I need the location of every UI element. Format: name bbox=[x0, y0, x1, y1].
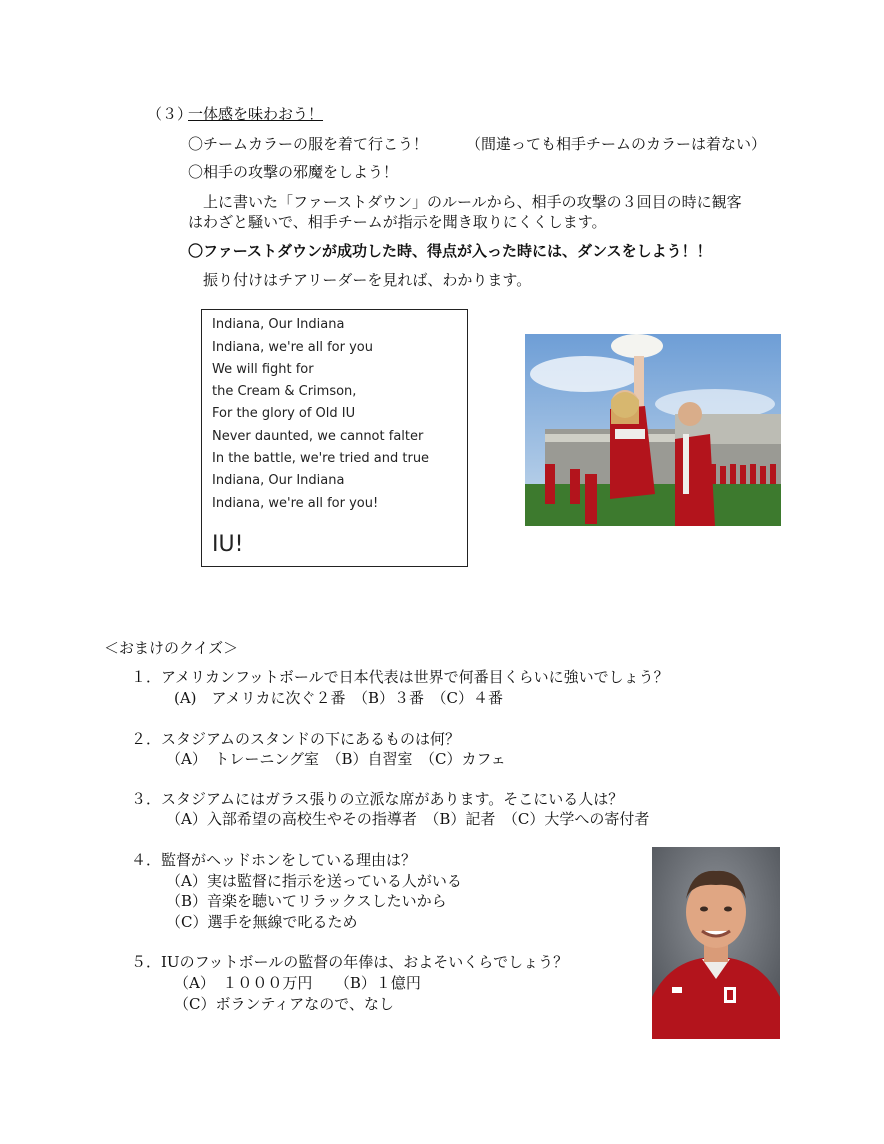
quiz-question-1: １．アメリカンフットボールで日本代表は世界で何番目くらいに強いでしょう？ bbox=[131, 668, 669, 686]
quiz-answer-4c: （C）選手を無線で叱るため bbox=[166, 913, 358, 931]
bullet-dance: 〇ファーストダウンが成功した時、得点が入った時には、ダンスをしよう！！ bbox=[188, 242, 712, 260]
quiz-answer-4b: （B）音楽を聴いてリラックスしたいから bbox=[166, 892, 447, 910]
bullet-team-colors-note: （間違っても相手チームのカラーは着ない） bbox=[466, 135, 767, 153]
quiz-question-5: ５．IUのフットボールの監督の年俸は、およそいくらでしょう？ bbox=[131, 953, 569, 971]
lyric-line: Indiana, we're all for you bbox=[212, 340, 373, 355]
lyric-line: We will fight for bbox=[212, 362, 314, 377]
section-number: （３） bbox=[147, 105, 193, 123]
lyric-line: In the battle, we're tried and true bbox=[212, 451, 430, 466]
paragraph-line-2: はわざと騒いで、相手チームが指示を聞き取りにくくします。 bbox=[188, 213, 607, 231]
cheerleader-photo bbox=[525, 334, 781, 526]
lyric-line: Indiana, Our Indiana bbox=[212, 473, 345, 488]
quiz-answer-5c: （C）ボランティアなので、なし bbox=[174, 995, 394, 1013]
quiz-answers-2: （A） トレーニング室 （B）自習室 （C）カフェ bbox=[166, 750, 506, 768]
quiz-answer-4a: （A）実は監督に指示を送っている人がいる bbox=[166, 872, 462, 890]
paragraph-line-1: 上に書いた「ファーストダウン」のルールから、相手の攻撃の３回目の時に観客 bbox=[203, 193, 742, 211]
section-title: 一体感を味わおう！ bbox=[188, 105, 324, 123]
quiz-question-2: ２．スタジアムのスタンドの下にあるものは何？ bbox=[131, 730, 460, 748]
quiz-question-3: ３．スタジアムにはガラス張りの立派な席があります。そこにいる人は？ bbox=[131, 790, 624, 808]
quiz-answers-1: (A) アメリカに次ぐ２番 （B）３番 （C）４番 bbox=[174, 689, 503, 707]
bullet-disrupt: 〇相手の攻撃の邪魔をしよう！ bbox=[188, 163, 399, 181]
quiz-answers-3: （A）入部希望の高校生やその指導者 （B）記者 （C）大学への寄付者 bbox=[166, 810, 650, 828]
lyric-line: Indiana, we're all for you! bbox=[212, 496, 379, 511]
lyric-line: For the glory of Old IU bbox=[212, 406, 356, 421]
quiz-answer-5ab: （A） １０００万円 （B）１億円 bbox=[174, 974, 421, 992]
bullet-team-colors: 〇チームカラーの服を着て行こう！ bbox=[188, 135, 429, 153]
quiz-question-4: ４．監督がヘッドホンをしている理由は？ bbox=[131, 851, 417, 869]
bullet-dance-note: 振り付けはチアリーダーを見れば、わかります。 bbox=[203, 271, 532, 289]
quiz-title: ＜おまけのクイズ＞ bbox=[104, 639, 239, 657]
lyric-line: the Cream & Crimson, bbox=[212, 384, 357, 399]
lyric-line: Indiana, Our Indiana bbox=[212, 317, 345, 332]
iu-shout: IU! bbox=[212, 532, 244, 557]
fight-song-box bbox=[201, 309, 468, 567]
lyric-line: Never daunted, we cannot falter bbox=[212, 429, 424, 444]
coach-photo bbox=[652, 847, 780, 1039]
